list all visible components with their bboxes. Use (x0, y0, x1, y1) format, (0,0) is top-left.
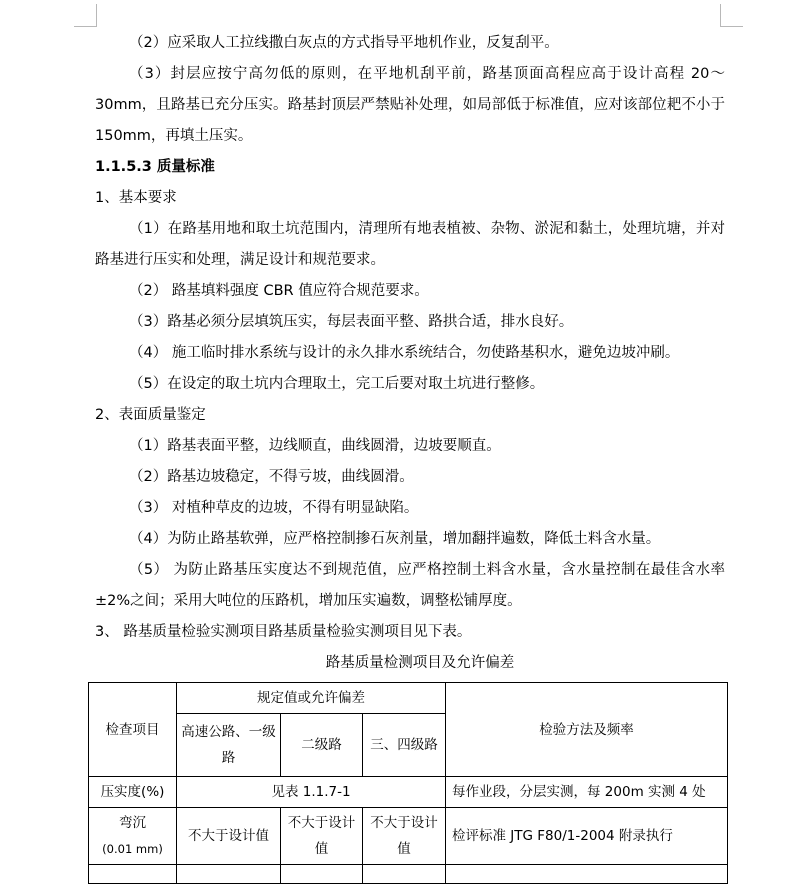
surface-item-4: （4）为防止路基软弹，应严格控制掺石灰剂量，增加翻拌遍数，降低土料含水量。 (129, 531, 661, 547)
table-header-row (89, 683, 728, 714)
page-corner-mark-left (74, 4, 97, 27)
table-row (89, 777, 728, 808)
surface-item-5: （5） 为防止路基压实度达不到规范值，应严格控制土料含水量，含水量控制在最佳含水率±2%之间；采用大吨位的压路机，增加压实遍数，调整松铺厚度。 (95, 562, 725, 609)
paragraph-step-2: （2）应采取人工拉线撒白灰点的方式指导平地机作业，反复刮平。 (129, 35, 559, 51)
row-deflection-highway: 不大于设计值 (177, 808, 281, 865)
row-deflection-method: 检评标准 JTG F80/1-2004 附录执行 (446, 808, 728, 865)
header-highway: 高速公路、一级路 (177, 714, 281, 777)
page-corner-mark-right (720, 4, 743, 27)
header-grade34: 三、四级路 (363, 714, 446, 777)
table-row-partial (89, 865, 728, 884)
requirement-2: （2） 路基填料强度 CBR 值应符合规范要求。 (129, 283, 429, 299)
section-heading: 1.1.5.3 质量标准 (95, 159, 215, 175)
quality-spec-table (88, 682, 728, 884)
row-compaction-method: 每作业段，分层实测，每 200m 实测 4 处 (446, 777, 728, 808)
requirement-5: （5）在设定的取土坑内合理取土，完工后要对取土坑进行整修。 (129, 376, 545, 392)
surface-item-2: （2）路基边坡稳定，不得亏坡，曲线圆滑。 (129, 469, 414, 485)
header-grade2: 二级路 (281, 714, 363, 777)
surface-item-3: （3） 对植种草皮的边坡，不得有明显缺陷。 (129, 500, 419, 516)
requirement-1: （1）在路基用地和取土坑范围内，清理所有地表植被、杂物、淤泥和黏土，处理坑塘，并对路基进行压实和处理，满足设计和规范要求。 (95, 221, 725, 268)
row-deflection-grade34: 不大于设计值 (363, 808, 446, 865)
header-method: 检验方法及频率 (446, 683, 728, 777)
requirement-3: （3）路基必须分层填筑压实，每层表面平整、路拱合适，排水良好。 (129, 314, 574, 330)
requirement-4: （4） 施工临时排水系统与设计的永久排水系统结合，勿使路基积水，避免边坡冲刷。 (129, 345, 680, 361)
header-item: 检查项目 (89, 683, 177, 777)
row-compaction-item: 压实度(%) (89, 777, 177, 808)
row-deflection-grade2: 不大于设计值 (281, 808, 363, 865)
header-allowed: 规定值或允许偏差 (177, 683, 446, 714)
paragraph-step-3: （3）封层应按宁高勿低的原则，在平地机刮平前，路基顶面高程应高于设计高程 20～30mm，且路基已充分压实。路基封顶层严禁贴补处理，如局部低于标准值，应对该部位耙不小于 150mm，再填土压实。 (95, 66, 725, 144)
row-deflection-item (89, 808, 177, 865)
surface-item-1: （1）路基表面平整，边线顺直，曲线圆滑，边坡要顺直。 (129, 438, 501, 454)
subsection-surface-quality: 2、表面质量鉴定 (95, 407, 206, 423)
subsection-basic-requirements: 1、基本要求 (95, 190, 177, 206)
table-caption: 路基质量检测项目及允许偏差 (325, 655, 515, 671)
row-compaction-value: 见表 1.1.7-1 (177, 777, 446, 808)
row-deflection-unit: (0.01 mm) (102, 842, 163, 856)
row-deflection-label: 弯沉 (119, 815, 146, 831)
subsection-inspection-items: 3、 路基质量检验实测项目路基质量检验实测项目见下表。 (95, 624, 472, 640)
document-page (95, 28, 725, 857)
table-row (89, 808, 728, 865)
